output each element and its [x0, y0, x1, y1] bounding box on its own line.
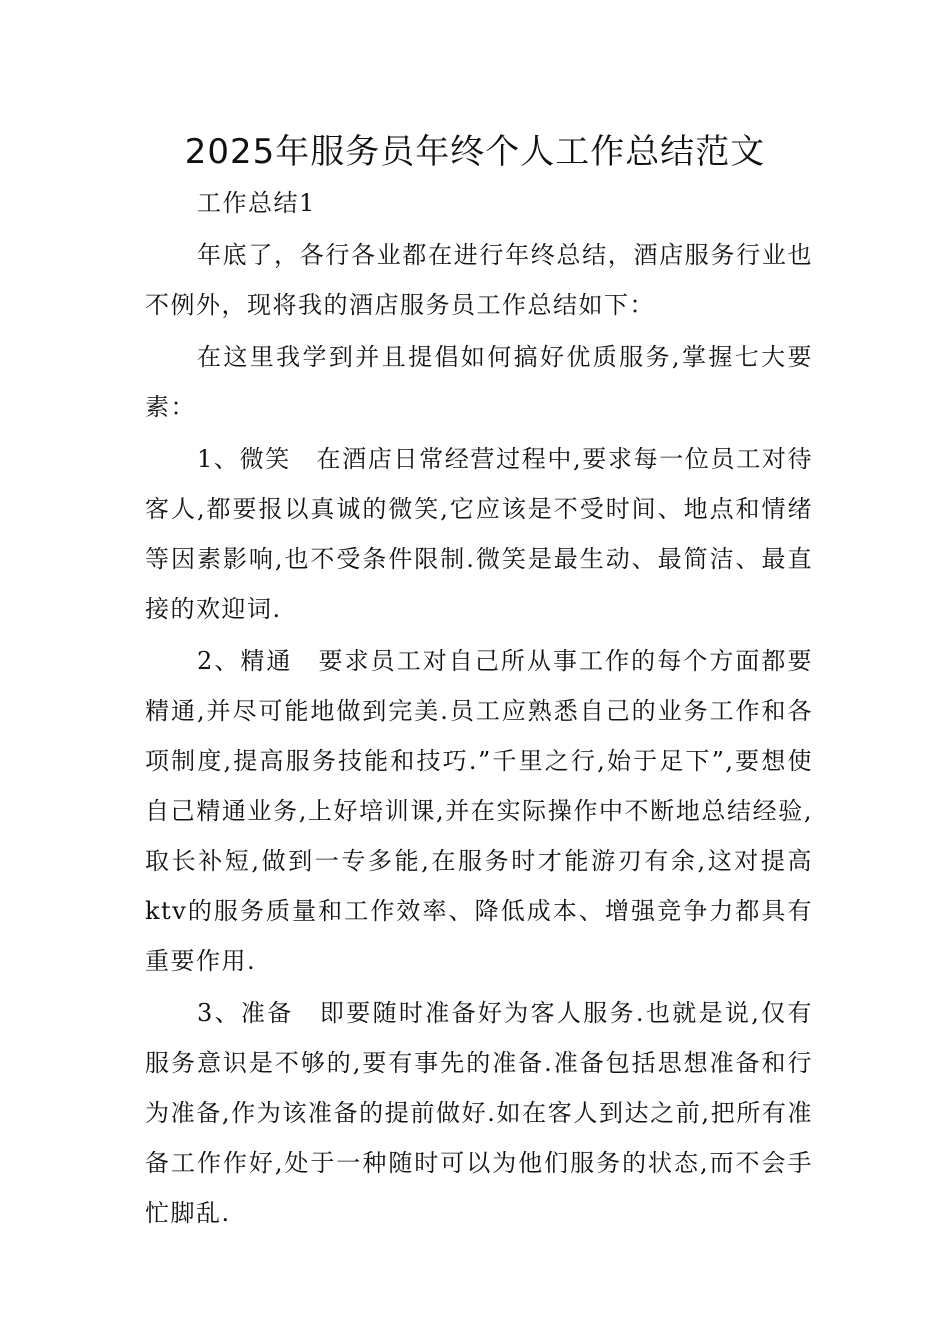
- paragraph-seven-elements: 在这里我学到并且提倡如何搞好优质服务,掌握七大要素：: [145, 343, 813, 421]
- document-body: [145, 178, 813, 1240]
- document-title: 2025年服务员年终个人工作总结范文: [184, 132, 766, 172]
- paragraph-smile: 1、微笑 在酒店日常经营过程中,要求每一位员工对待客人,都要报以真诚的微笑,它应该是不受时间、地点和情绪等因素影响,也不受条件限制.微笑是最生动、最简洁、最直接的欢迎词.: [145, 445, 813, 623]
- paragraph-preparation: 3、准备 即要随时准备好为客人服务.也就是说,仅有服务意识是不够的,要有事先的准备.准备包括思想准备和行为准备,作为该准备的提前做好.如在客人到达之前,把所有准备工作作好,处于一种随时可以为他们服务的状态,而不会手忙脚乱.: [145, 999, 813, 1227]
- paragraph-intro: 年底了，各行各业都在进行年终总结，酒店服务行业也不例外，现将我的酒店服务员工作总结如下：: [145, 241, 813, 319]
- paragraph-proficiency: 2、精通 要求员工对自己所从事工作的每个方面都要精通,并尽可能地做到完美.员工应熟悉自己的业务工作和各项制度,提高服务技能和技巧.”千里之行,始于足下”,要想使自己精通业务,上好培训课,并在实际操作中不断地总结经验,取长补短,做到一专多能,在服务时才能游刃有余,这对提高ktv的服务质量和工作效率、降低成本、增强竞争力都具有重要作用.: [145, 647, 813, 975]
- section-heading: 工作总结1: [197, 189, 316, 217]
